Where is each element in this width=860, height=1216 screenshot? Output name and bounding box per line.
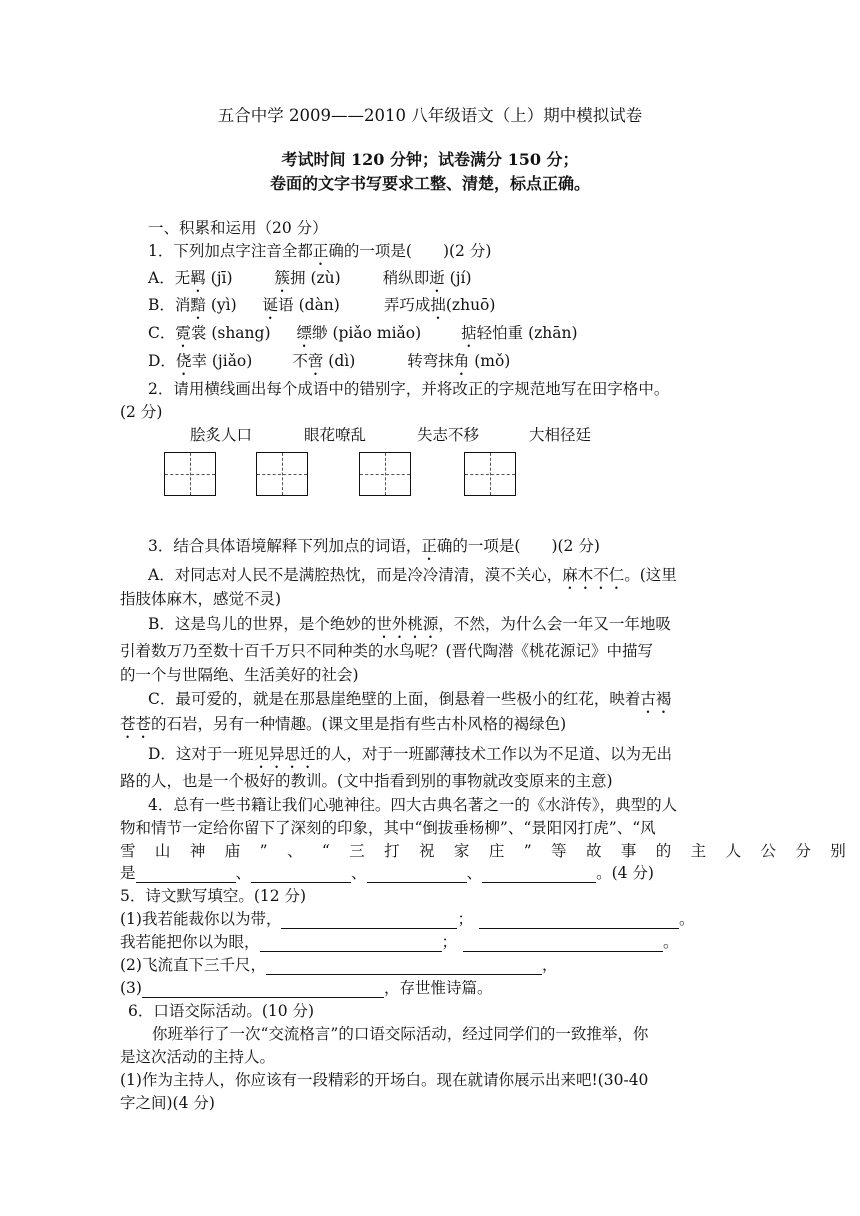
q2-stem: 2．请用横线画出每个成语中的错别字，并将改正的字规范地写在田字格中。: [148, 380, 670, 398]
q4-answer-blank-1[interactable]: [136, 866, 236, 883]
q3-stem: 3．结合具体语境解释下列加点的词语，正确的一项是( )(2 分): [148, 537, 600, 555]
q1-stem: 1．下列加点字注音全都正确的一项是( )(2 分): [148, 242, 492, 260]
q2-idiom-3: 失志不移: [417, 426, 480, 444]
q2-points: (2 分): [120, 403, 163, 421]
q5-line1: (1)我若能裁你以为带， ； 。: [120, 910, 695, 928]
q1-option-c: C．霓裳 (shang) 缥缈 (piǎo miǎo) 掂轻怕重 (zhān): [148, 324, 578, 342]
q3-option-d-line2: 路的人，也是一个极好的教训。(文中指看到别的事物就改变原来的主意): [120, 772, 613, 790]
q2-idiom-1: 脍炙人口: [190, 426, 253, 444]
q5-stem: 5．诗文默写填空。(12 分): [120, 887, 307, 905]
q6-paragraph-line2: 是这次活动的主持人。: [120, 1048, 276, 1066]
part1-heading: 一、积累和运用（20 分）: [148, 219, 328, 237]
q5-answer-blank-2[interactable]: [479, 912, 679, 929]
q3-option-c-line2: 苍苍的石岩，另有一种情趣。(课文里是指有些古朴风格的褐绿色): [120, 715, 567, 733]
q4-answer-blank-3[interactable]: [367, 866, 467, 883]
q6-subquestion1-line2: 字之间)(4 分): [120, 1094, 215, 1112]
q1-option-a: A．无羁 (jī) 簇拥 (zù) 稍纵即逝 (jí): [148, 269, 472, 287]
q4-answer-blank-2[interactable]: [251, 866, 351, 883]
q6-subquestion1-line1: (1)作为主持人，你应该有一段精彩的开场白。现在就请你展示出来吧!(30-40: [120, 1071, 649, 1089]
tianzige-box-3[interactable]: [359, 452, 411, 496]
q6-paragraph-line1: 你班举行了一次“交流格言”的口语交际活动，经过同学们的一致推举，你: [152, 1025, 649, 1043]
q4-answer-blank-4[interactable]: [482, 866, 596, 883]
tianzige-box-1[interactable]: [164, 452, 216, 496]
q3-option-b-line2: 引着数万乃至数十百千万只不同种类的水鸟呢？(晋代陶潜《桃花源记》中描写: [120, 642, 654, 660]
q4-line3: 雪 山 神 庙 ” 、 “ 三 打 祝 家 庄 ” 等 故 事 的 主 人 公 分 别: [120, 842, 846, 860]
q5-line2: 我若能把你以为眼， ； 。: [120, 933, 679, 951]
exam-info-time: 考试时间 120 分钟；试卷满分 150 分；: [281, 150, 579, 169]
q2-idiom-2: 眼花嘹乱: [304, 426, 367, 444]
tianzige-box-4[interactable]: [464, 452, 516, 496]
q3-option-c-line1: C．最可爱的，就是在那悬崖绝壁的上面，倒悬着一些极小的红花，映着古褐: [148, 690, 672, 708]
q5-answer-blank-4[interactable]: [463, 935, 663, 952]
q5-answer-blank-6[interactable]: [142, 981, 384, 998]
q5-line4: (3) ，存世惟诗篇。: [120, 979, 493, 997]
tianzige-box-2[interactable]: [256, 452, 308, 496]
q1-option-d: D．侥幸 (jiǎo) 不啻 (dì) 转弯抹角 (mǒ): [148, 352, 511, 370]
q3-option-d-line1: D．这对于一班见异思迁的人，对于一班鄙薄技术工作以为不足道、以为无出: [148, 745, 672, 763]
q3-option-b-line3: 的一个与世隔绝、生活美好的社会): [120, 666, 359, 684]
q5-answer-blank-5[interactable]: [266, 958, 542, 975]
q5-answer-blank-1[interactable]: [281, 912, 457, 929]
q4-line2: 物和情节一定给你留下了深刻的印象，其中“倒拔垂杨柳”、“景阳冈打虎”、“风: [120, 819, 656, 837]
q3-option-a-line2: 指肢体麻木，感觉不灵): [120, 590, 282, 608]
q2-idiom-4: 大相径廷: [529, 426, 592, 444]
q4-line1: 4．总有一些书籍让我们心驰神往。四大古典名著之一的《水浒传》，典型的人: [148, 796, 678, 814]
q5-line3: (2)飞流直下三千尺， ，: [120, 956, 558, 974]
q5-answer-blank-3[interactable]: [260, 935, 442, 952]
q3-option-b-line1: B．这是鸟儿的世界，是个绝妙的世外桃源，不然，为什么会一年又一年地吸: [148, 615, 671, 633]
exam-title: 五合中学 2009——2010 八年级语文（上）期中模拟试卷: [217, 106, 643, 125]
q6-stem: 6．口语交际活动。(10 分): [128, 1002, 315, 1020]
exam-info-writing: 卷面的文字书写要求工整、清楚，标点正确。: [269, 174, 590, 193]
q1-option-b: B．消黯 (yì) 诞语 (dàn) 弄巧成拙(zhuō): [148, 296, 496, 314]
q4-line4: 是 、 、 、 。(4 分): [120, 864, 654, 882]
q3-option-a-line1: A．对同志对人民不是满腔热忱，而是冷冷清清，漠不关心，麻木不仁。(这里: [148, 566, 677, 584]
